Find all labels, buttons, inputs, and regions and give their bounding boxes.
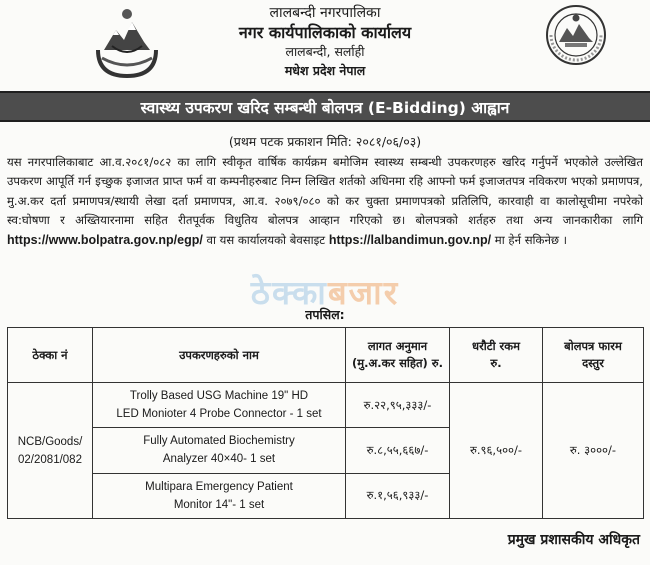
watermark: [190, 269, 460, 312]
contract-number: [8, 383, 93, 519]
table-header-row: [8, 328, 644, 383]
equipment-name-line-1: Fully Automated Biochemistry: [143, 435, 295, 448]
equipment-name: [93, 473, 346, 518]
municipality-logo-icon: [545, 4, 607, 66]
notice-body-text: यस नगरपालिकाबाट आ.व.२०८१/०८२ का लागि स्वीकृत वार्षिक कार्यक्रम बमोजिम स्वास्थ्य सम्बन्धी उपकरणहरु खरिद गर्नुपर्ने भएकोले उल्लेखित उपकरण आपूर्ति गर्न इच्छुक इजाजत प्राप्त फर्म वा कम्पनीहरुबाट निम्न लिखित शर्तको अधिनमा रहि आफ्नो फर्म इजाजतपत्र नविकरण भएको प्रमाणपत्र, मु.अ.कर दर्ता प्रमाणपत्र/स्थायी लेखा दर्ता प्रमाणपत्र, आ.व. २०७९/०८० को कर चुक्ता प्रमाणपत्रको प्रतिलिपि, कारवाही वा कालोसूचीमा नपरेको स्व:घोषणा र अख्तियारनामा सहित रीतपूर्वक विधुतिय बोलपत्र आव्हान गरिएको छ। बोलपत्रको शर्तहरु तथा अन्य जानकारीका लागि: [7, 155, 643, 228]
equipment-name-line-2: Monitor 14"- 1 set: [173, 498, 265, 511]
province-name: मधेश प्रदेश नेपाल: [284, 63, 366, 78]
header-contract-no: ठेक्का नं: [8, 328, 93, 383]
deposit-amount: रु.९६,५००/-: [450, 383, 543, 519]
header-fee-line-2: दस्तुर: [582, 356, 604, 370]
cost-estimate: रु.८,५५,६६७/-: [346, 428, 450, 473]
equipment-name-line-1: Multipara Emergency Patient: [145, 480, 293, 493]
cost-estimate: रु.२२,९५,३३३/-: [346, 383, 450, 428]
equipment-name-line-2: Analyzer 40×40- 1 set: [162, 453, 276, 466]
notice-body-text: मा हेर्न सकिनेछ ।: [494, 232, 568, 247]
header-cost-line-1: लागत अनुमान: [367, 339, 428, 353]
equipment-name: [93, 383, 346, 428]
publication-date: (प्रथम पटक प्रकाशन मिति: २०८१/०६/०३): [228, 134, 422, 149]
notice-body: [7, 153, 643, 250]
municipality-name: लालबन्दी नगरपालिका: [269, 5, 381, 21]
contract-number-line-2: 02/2081/082: [18, 453, 82, 466]
office-name: नगर कार्यपालिकाको कार्यालय: [238, 23, 412, 42]
contract-number-line-1: NCB/Goods/: [17, 435, 83, 448]
header-fee-line-1: बोलपत्र फारम: [564, 339, 622, 353]
table-caption: तपसिल:: [305, 307, 345, 322]
equipment-name-line-1: Trolly Based USG Machine 19" HD: [129, 390, 309, 403]
notice-body-text: वा यस कार्यालयको बेवसाइट: [206, 232, 326, 247]
watermark-part-1: ठेक्का: [250, 273, 328, 312]
watermark-part-2: बजार: [327, 273, 400, 312]
equipment-name: [93, 428, 346, 473]
equipment-name-line-2: LED Monioter 4 Probe Connector - 1 set: [116, 408, 322, 421]
bolpatra-link[interactable]: https://www.bolpatra.gov.np/egp/: [7, 232, 203, 247]
signatory-title: प्रमुख प्रशासकीय अधिकृत: [507, 532, 640, 548]
table-row: [8, 383, 644, 428]
notice-title: स्वास्थ्य उपकरण खरिद सम्बन्धी बोलपत्र (E-Bidding) आह्वान: [0, 91, 650, 122]
header-deposit-line-1: धरौटी रकम: [472, 339, 520, 353]
header-deposit: [450, 328, 543, 383]
tender-table: [7, 327, 644, 519]
header-cost-line-2: (मु.अ.कर सहित) रु.: [351, 356, 444, 370]
form-fee: रु. ३०००/-: [543, 383, 644, 519]
municipality-website-link[interactable]: https://lalbandimun.gov.np/: [328, 232, 492, 247]
header-deposit-line-2: रु.: [490, 356, 502, 370]
header-form-fee: [543, 328, 644, 383]
header-cost-estimate: [346, 328, 450, 383]
office-location: लालबन्दी, सर्लाही: [285, 44, 365, 59]
letterhead: [0, 0, 650, 90]
header-equipment: उपकरणहरुको नाम: [93, 328, 346, 383]
cost-estimate: रु.१,५६,९३३/-: [346, 473, 450, 518]
